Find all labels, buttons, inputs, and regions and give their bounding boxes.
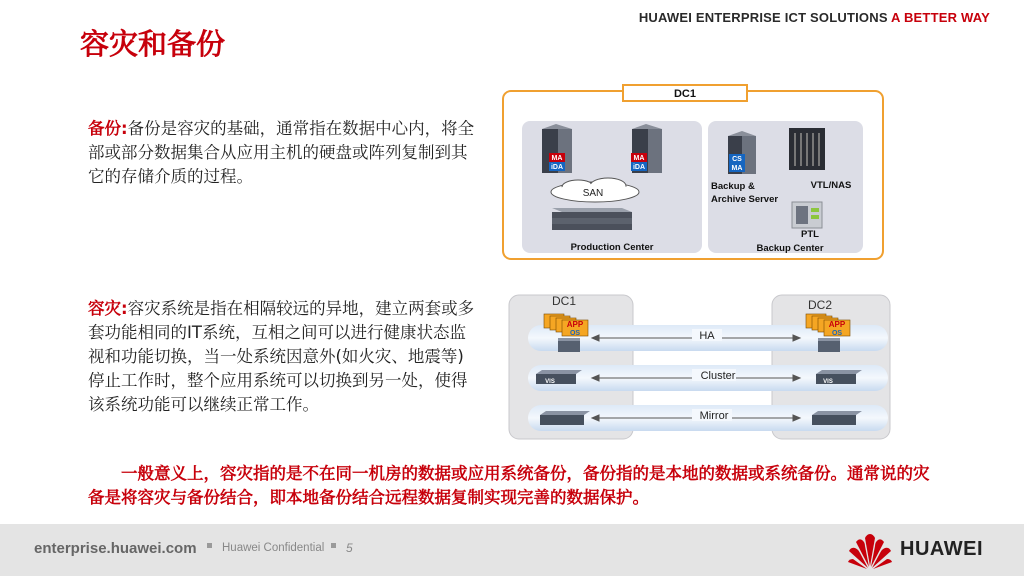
header-tagline bbox=[639, 10, 990, 25]
footer-site: enterprise.huawei.com bbox=[34, 540, 197, 557]
dr-label: 容灾: bbox=[88, 299, 128, 318]
server-node-icon bbox=[818, 338, 840, 352]
server2-ida: iDA bbox=[632, 164, 646, 171]
footer-separator bbox=[331, 543, 336, 548]
footer-bar bbox=[0, 524, 1024, 576]
ptl-label: PTL bbox=[801, 229, 819, 240]
backup-cs: CS bbox=[732, 156, 742, 163]
slide-title: 容灾和备份 bbox=[80, 27, 226, 61]
dc2-site-label: DC2 bbox=[807, 298, 833, 312]
backup-paragraph bbox=[88, 117, 478, 189]
backup-text: 备份是容灾的基础，通常指在数据中心内，将全部或部分数据集合从应用主机的硬盘或阵列复制到其它的存储介质的过程。 bbox=[88, 119, 475, 186]
backup-ma: MA bbox=[731, 165, 743, 172]
footer-brand: HUAWEI bbox=[900, 538, 983, 560]
server1-ida: iDA bbox=[550, 164, 564, 171]
tagline-main: HUAWEI ENTERPRISE ICT SOLUTIONS bbox=[638, 10, 888, 25]
server-node-icon bbox=[558, 338, 580, 352]
server2-ma: MA bbox=[633, 155, 645, 162]
ptl-icon bbox=[792, 202, 822, 228]
backup-center-label: Backup Center bbox=[756, 243, 824, 254]
huawei-logo-icon bbox=[846, 530, 894, 570]
app-right-app: APP bbox=[828, 320, 846, 329]
server1-ma: MA bbox=[551, 155, 563, 162]
dr-text: 容灾系统是指在相隔较远的异地，建立两套或多套功能相同的IT系统，互相之间可以进行健康状态监视和功能切换，当一处系统因意外(如火灾、地震等)停止工作时，整个应用系统可以切换到另一处，使得该系统功能可以继续正常工作。 bbox=[88, 299, 475, 414]
dr-diagram bbox=[506, 292, 894, 442]
storage-node-icon bbox=[540, 411, 590, 425]
vis-left: VIS bbox=[545, 379, 555, 385]
storage-node-icon bbox=[812, 411, 862, 425]
dc1-label: DC1 bbox=[673, 88, 697, 100]
backup-server-label-2: Archive Server bbox=[711, 194, 779, 205]
footer-separator bbox=[207, 543, 212, 548]
summary-note: 一般意义上，容灾指的是不在同一机房的数据或应用系统备份，备份指的是本地的数据或系统备份。通常说的灾备是将容灾与备份结合，即本地备份结合远程数据复制实现完善的数据保护。 bbox=[88, 464, 930, 507]
dr-paragraph bbox=[88, 297, 478, 417]
mirror-label: Mirror bbox=[699, 410, 729, 422]
dc1-site-label: DC1 bbox=[551, 294, 577, 308]
tagline-accent: A BETTER WAY bbox=[891, 10, 990, 25]
backup-diagram bbox=[500, 84, 886, 262]
page-number: 5 bbox=[346, 541, 353, 555]
app-right-os: OS bbox=[831, 330, 843, 337]
vis-node-icon bbox=[536, 370, 582, 384]
ha-label: HA bbox=[699, 330, 715, 342]
vtl-nas-icon bbox=[789, 128, 825, 170]
vtl-nas-label: VTL/NAS bbox=[810, 180, 852, 191]
production-center-label: Production Center bbox=[570, 242, 654, 253]
backup-label: 备份: bbox=[88, 119, 128, 138]
storage-array-icon bbox=[552, 208, 632, 230]
app-left-app: APP bbox=[566, 320, 584, 329]
backup-server-label-1: Backup & bbox=[711, 181, 755, 192]
footer-confidential: Huawei Confidential bbox=[222, 542, 325, 554]
app-left-os: OS bbox=[569, 330, 581, 337]
cluster-label: Cluster bbox=[700, 370, 736, 382]
san-label: SAN bbox=[582, 188, 604, 199]
vis-right: VIS bbox=[823, 379, 833, 385]
